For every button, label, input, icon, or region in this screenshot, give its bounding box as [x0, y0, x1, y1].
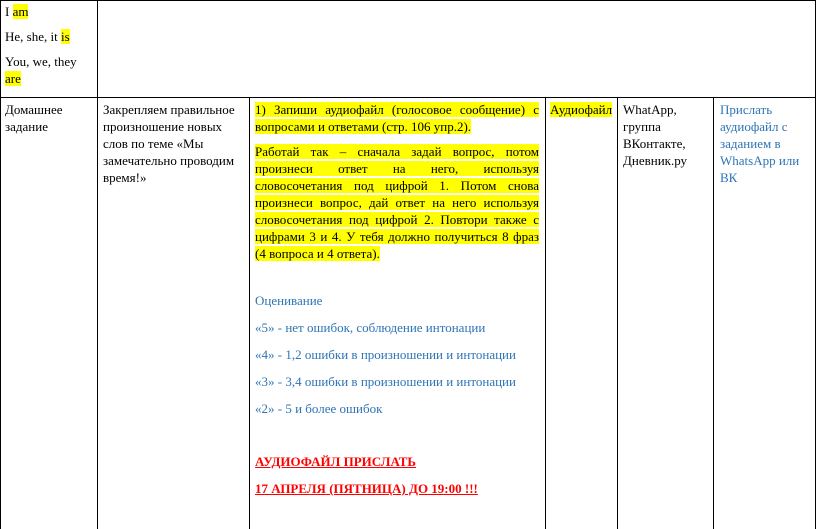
- grade-5: «5» - нет ошибок, соблюдение интонации: [255, 320, 486, 335]
- grade-4: «4» - 1,2 ошибки в произношении и интонации: [255, 347, 516, 362]
- submission-channels: WhatApp, группа ВКонтакте, Дневник.ру: [623, 102, 688, 168]
- topic-cell: [103, 101, 245, 186]
- verb-are: are: [5, 71, 21, 86]
- submit-instructions: Прислать аудиофайл с заданием в WhatsApp или ВК: [720, 102, 800, 185]
- deadline-heading: АУДИОФАЙЛ ПРИСЛАТЬ: [255, 454, 417, 469]
- verb-is: is: [60, 29, 70, 44]
- verb-am: am: [12, 4, 29, 19]
- submission-format: Аудиофайл: [550, 102, 613, 117]
- homework-type-cell: [5, 101, 93, 135]
- lesson-topic: Закрепляем правильное произношение новых слов по теме «Мы замечательно проводим время!»: [103, 102, 235, 185]
- task-cell: [255, 101, 539, 497]
- submit-cell: [720, 101, 812, 186]
- task-instruction-2: Работай так – сначала задай вопрос, потом произнеси ответ на него, используя словосочетания под цифрой 1. Потом снова произнеси вопрос, дай ответ на него используя словосочетания под цифрой 2. Повтори также с цифрами 3 и 4. У тебя должно получиться 8 фраз (4 вопроса и 4 ответа).: [255, 144, 539, 261]
- verb-form-i: I: [5, 4, 13, 19]
- channels-cell: [623, 101, 711, 169]
- grading-title: Оценивание: [255, 293, 323, 308]
- grade-2: «2» - 5 и более ошибок: [255, 401, 383, 416]
- task-instruction-1: 1) Запиши аудиофайл (голосовое сообщение) с вопросами и ответами (стр. 106 упр.2).: [255, 102, 539, 134]
- verb-form-he: He, she, it: [5, 29, 61, 44]
- homework-type: Домашнее задание: [5, 102, 63, 134]
- verb-forms-cell: [5, 3, 95, 87]
- verb-form-you: You, we, they: [5, 54, 77, 69]
- deadline-date: 17 АПРЕЛЯ (ПЯТНИЦА) ДО 19:00 !!!: [255, 481, 478, 496]
- grade-3: «3» - 3,4 ошибки в произношении и интонации: [255, 374, 516, 389]
- format-cell: [550, 101, 614, 118]
